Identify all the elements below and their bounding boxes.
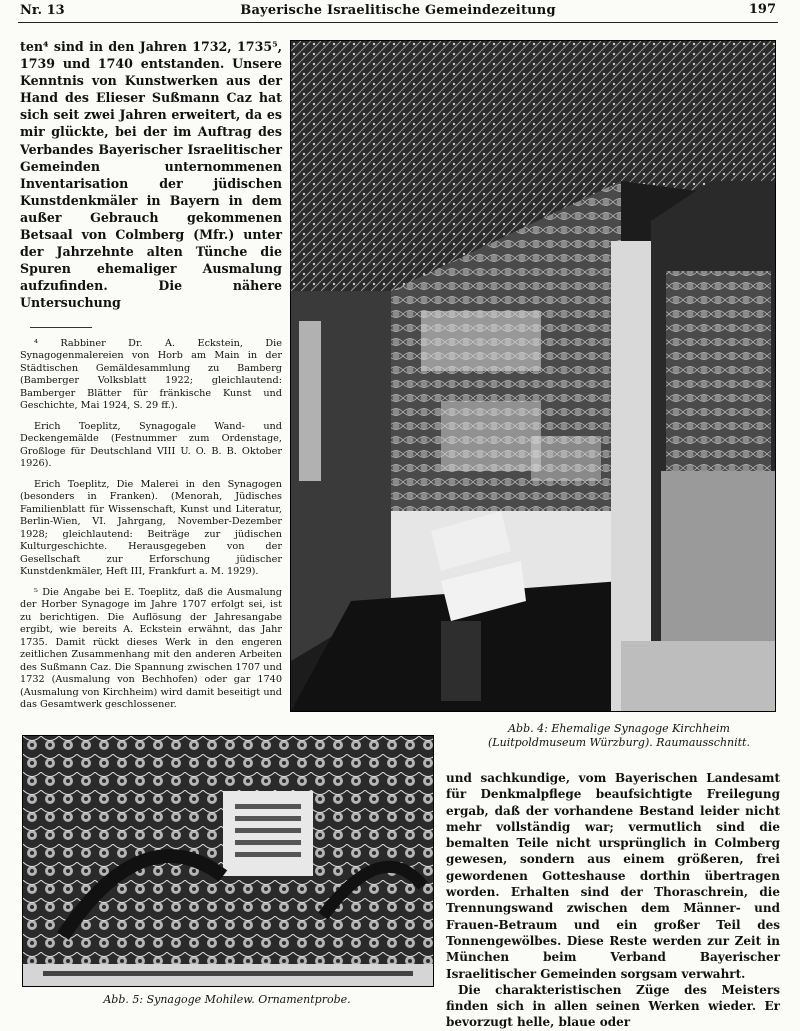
figure-5-photo [22,735,434,987]
figure-4-photo [290,40,776,712]
main-text [20,38,282,312]
right-column [446,770,780,1031]
right-paragraph-2: Die charakteristischen Züge des Meisters finden sich in allen seinen Werken wieder. Er bevorzugt helle, blaue oder [446,982,780,1030]
page-number: 197 [748,2,776,17]
left-column [20,38,282,720]
ornament-sample-image [23,736,433,986]
issue-number: Nr. 13 [20,3,65,18]
footnote-4-toeplitz-1: Erich Toeplitz, Synagogale Wand- und Deckengemälde (Festnummer zum Ordenstage, Großloge für Deutschland VIII U. O. B. B. Oktober 1926). [20,420,282,469]
footnote-rule [30,327,92,328]
main-paragraph: ten⁴ sind in den Jahren 1732, 1735⁵, 1739 und 1740 entstanden. Unsere Kenntnis von Kunstwerken aus der Hand des Elieser Sußmann Caz hat sich seit zwei Jahren erweitert, da es mir glückte, bei der im Auftrag des Verbandes Bayerischer Israelitischer Gemeinden unternommenen Inventarisation der jüdischen Kunstdenkmäler in Bayern in dem außer Gebrauch gekommenen Betsaal von Colmberg (Mfr.) unter der Jahrzehnte alten Tünche die Spuren ehemaliger Ausmalung aufzufinden. Die nähere Untersuchung [20,39,282,311]
synagogue-interior-image [291,41,775,711]
figure-4-caption: Abb. 4: Ehemalige Synagoge Kirchheim (Luitpoldmuseum Würzburg). Raumausschnitt. [488,722,750,749]
newspaper-title: Bayerische Israelitische Gemeindezeitung [240,3,556,18]
footnote-4: ⁴ Rabbiner Dr. A. Eckstein, Die Synagogenmalereien von Horb am Main in der Städtischen Gemäldesammlung zu Bamberg (Bamberger Volksblatt 1922; gleichlautend: Bamberger Blätter für fränkische Kunst und Geschichte, Mai 1924, S. 29 ff.). [20,337,282,411]
footnote-5: ⁵ Die Angabe bei E. Toeplitz, daß die Ausmalung der Horber Synagoge im Jahre 1707 erfolgt sei, ist zu berichtigen. Die Auflösung der Jahresangabe ergibt, wie bereits A. Eckstein erwähnt, das Jahr 1735. Damit rückt dieses Werk in den engeren zeitlichen Zusammenhang mit den anderen Arbeiten des Sußmann Caz. Die Spannung zwischen 1707 und 1732 (Ausmalung von Bechhofen) oder gar 1740 (Ausmalung von Kirchheim) wird damit beseitigt und das Gesamtwerk geschlossener. [20,586,282,710]
footnote-4-toeplitz-2: Erich Toeplitz, Die Malerei in den Synagogen (besonders in Franken). (Menorah, Jüdisches Familienblatt für Wissenschaft, Kunst und Literatur, Berlin-Wien, VI. Jahrgang, November-Dezember 1928; gleichlautend: Beiträge zur jüdischen Kulturgeschichte. Herausgegeben von der Gesellschaft zur Erforschung jüdischer Kunstdenkmäler, Heft III, Frankfurt a. M. 1929). [20,478,282,577]
right-paragraph-1: und sachkundige, vom Bayerischen Landesamt für Denkmalpflege beaufsichtigte Freilegung ergab, daß der vorhandene Bestand leider nicht mehr vollständig war; vermutlich sind die bemalten Teile nicht ursprünglich in Colmberg gewesen, sondern aus einem größeren, frei gewordenen Gotteshause dorthin übertragen worden. Erhalten sind der Thoraschrein, die Trennungswand zwischen dem Männer- und Frauen-Betraum und ein großer Teil des Tonnengewölbes. Diese Reste werden zur Zeit in München beim Verband Bayerischer Israelitischer Gemeinden sorgsam verwahrt. [446,771,780,981]
footnotes [20,338,282,712]
figure-5-caption: Abb. 5: Synagoge Mohilew. Ornamentprobe. [103,993,351,1006]
page-header [18,0,778,23]
